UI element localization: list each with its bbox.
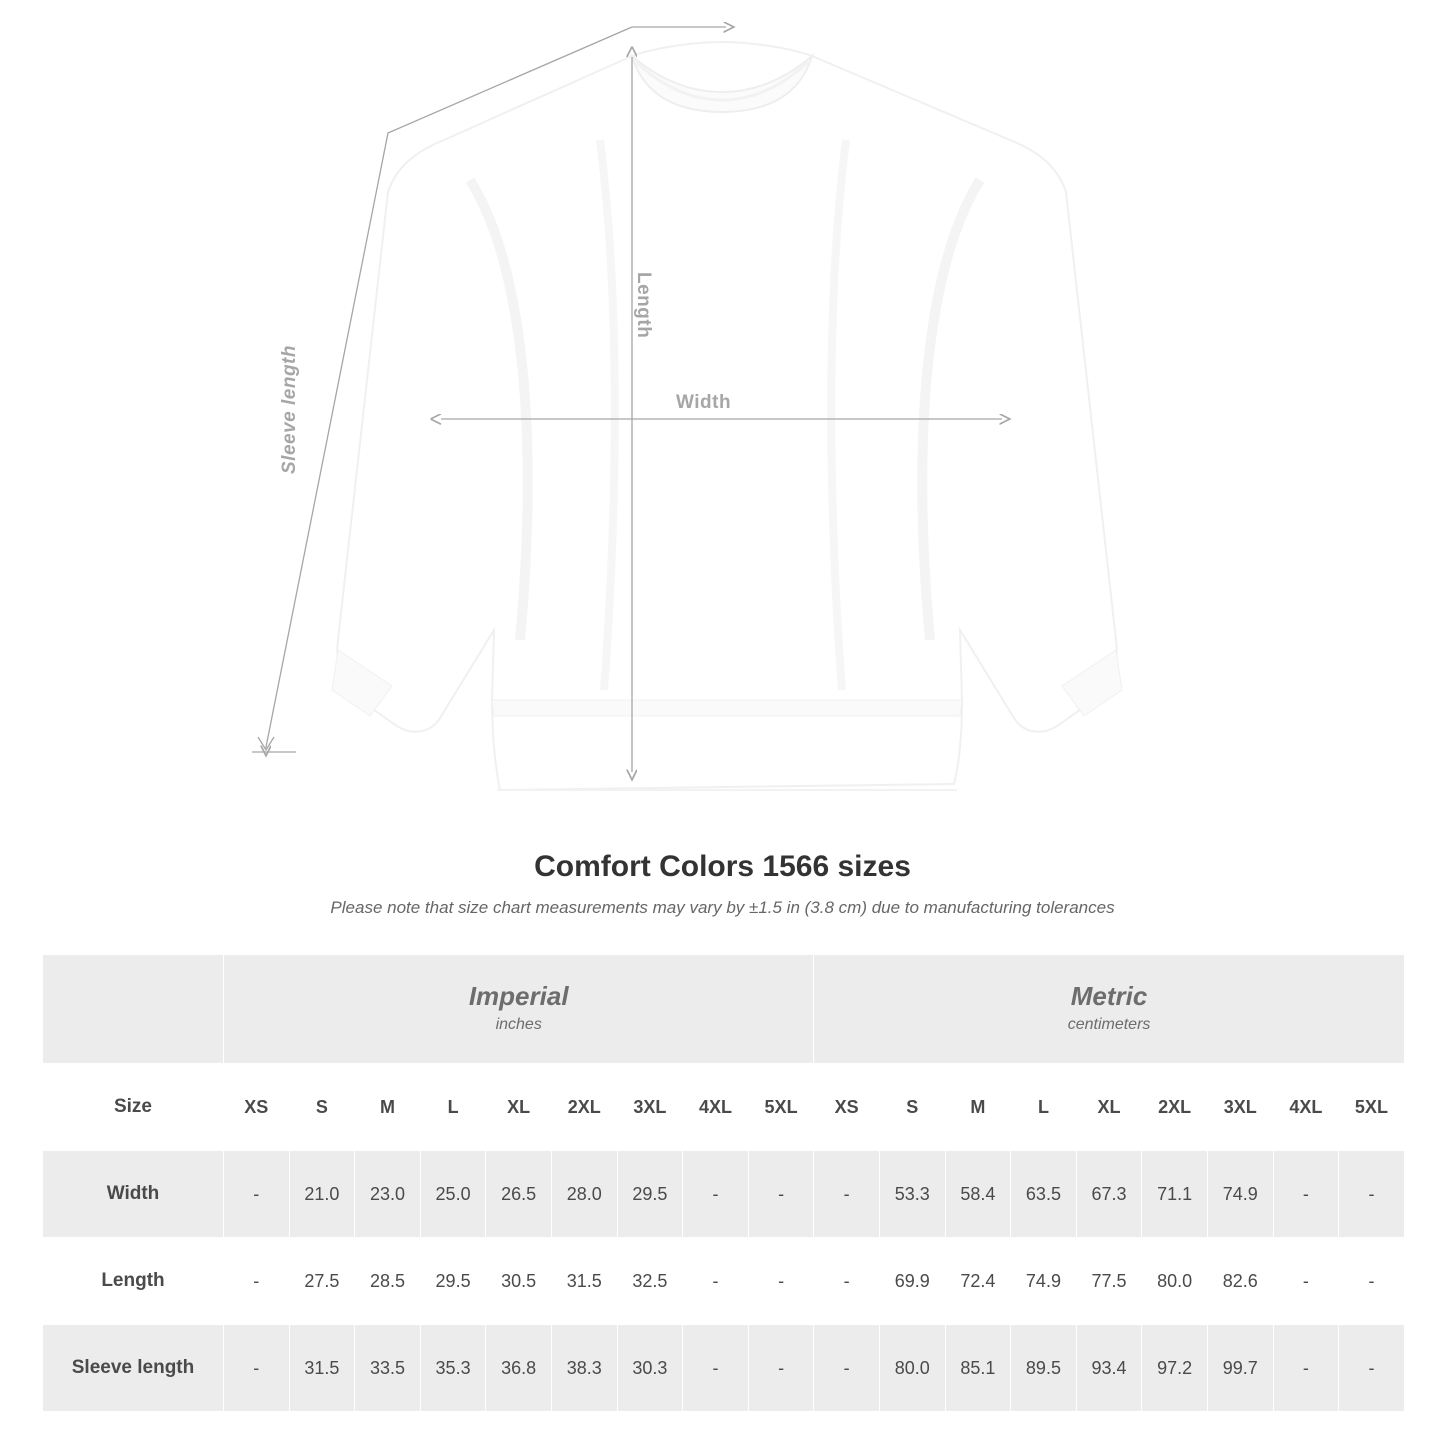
- cell: 67.3: [1076, 1151, 1142, 1238]
- unit-group-imperial-name: Imperial: [468, 980, 569, 1011]
- size-label-cell: Size: [43, 1064, 224, 1151]
- cell: 69.9: [879, 1238, 945, 1325]
- cell: -: [814, 1151, 880, 1238]
- size-column-header: 2XL: [551, 1064, 617, 1151]
- cell: 63.5: [1011, 1151, 1077, 1238]
- cell: -: [683, 1238, 749, 1325]
- unit-header-row: [43, 955, 1405, 1064]
- cell: 35.3: [420, 1325, 486, 1412]
- title-block: [0, 850, 1445, 918]
- cell: 28.0: [551, 1151, 617, 1238]
- size-column-header: 4XL: [683, 1064, 749, 1151]
- cell: 28.5: [355, 1238, 421, 1325]
- cell: -: [748, 1151, 814, 1238]
- cell: -: [224, 1325, 290, 1412]
- cell: -: [1339, 1238, 1405, 1325]
- size-column-header: M: [945, 1064, 1011, 1151]
- size-column-header: XL: [1076, 1064, 1142, 1151]
- size-header-row: [43, 1064, 1405, 1151]
- size-column-header: M: [355, 1064, 421, 1151]
- sweatshirt-shape: [332, 42, 1122, 790]
- size-column-header: 5XL: [748, 1064, 814, 1151]
- cell: 21.0: [289, 1151, 355, 1238]
- cell: 31.5: [289, 1325, 355, 1412]
- cell: 25.0: [420, 1151, 486, 1238]
- cell: 38.3: [551, 1325, 617, 1412]
- size-column-header: XS: [224, 1064, 290, 1151]
- unit-header-spacer: [43, 955, 224, 1064]
- cell: -: [683, 1325, 749, 1412]
- table-row: [43, 1238, 1405, 1325]
- cell: -: [748, 1325, 814, 1412]
- size-column-header: 4XL: [1273, 1064, 1339, 1151]
- size-column-header: L: [1011, 1064, 1077, 1151]
- cell: 89.5: [1011, 1325, 1077, 1412]
- cell: -: [1273, 1151, 1339, 1238]
- row-label: Length: [43, 1238, 224, 1325]
- cell: 85.1: [945, 1325, 1011, 1412]
- cell: 26.5: [486, 1151, 552, 1238]
- row-label: Width: [43, 1151, 224, 1238]
- table-row: [43, 1325, 1405, 1412]
- cell: 82.6: [1207, 1238, 1273, 1325]
- cell: 74.9: [1207, 1151, 1273, 1238]
- cell: -: [1273, 1238, 1339, 1325]
- cell: 23.0: [355, 1151, 421, 1238]
- size-column-header: 5XL: [1339, 1064, 1405, 1151]
- cell: 31.5: [551, 1238, 617, 1325]
- cell: 36.8: [486, 1325, 552, 1412]
- cell: -: [1273, 1325, 1339, 1412]
- cell: 53.3: [879, 1151, 945, 1238]
- unit-group-metric-sub: centimeters: [1067, 1016, 1151, 1034]
- length-dimension-label: Length: [633, 272, 654, 339]
- cell: -: [814, 1238, 880, 1325]
- cell: 97.2: [1142, 1325, 1208, 1412]
- cell: 74.9: [1011, 1238, 1077, 1325]
- cell: 58.4: [945, 1151, 1011, 1238]
- cell: -: [1339, 1151, 1405, 1238]
- unit-group-metric: [814, 955, 1404, 1064]
- cell: -: [683, 1151, 749, 1238]
- size-column-header: 2XL: [1142, 1064, 1208, 1151]
- size-table-wrapper: [42, 954, 1403, 1412]
- cell: 72.4: [945, 1238, 1011, 1325]
- size-column-header: 3XL: [1207, 1064, 1273, 1151]
- cell: -: [748, 1238, 814, 1325]
- size-chart-table: [42, 954, 1405, 1412]
- unit-group-metric-name: Metric: [1070, 980, 1148, 1011]
- width-dimension-label: Width: [676, 392, 732, 413]
- row-label: Sleeve length: [43, 1325, 224, 1412]
- cell: 32.5: [617, 1238, 683, 1325]
- unit-group-imperial-sub: inches: [495, 1016, 542, 1034]
- cell: -: [224, 1151, 290, 1238]
- size-column-header: XS: [814, 1064, 880, 1151]
- cell: -: [1339, 1325, 1405, 1412]
- cell: 30.3: [617, 1325, 683, 1412]
- cell: 30.5: [486, 1238, 552, 1325]
- size-column-header: XL: [486, 1064, 552, 1151]
- cell: 71.1: [1142, 1151, 1208, 1238]
- cell: 99.7: [1207, 1325, 1273, 1412]
- page-title: Comfort Colors 1566 sizes: [534, 850, 911, 883]
- size-column-header: 3XL: [617, 1064, 683, 1151]
- cell: 29.5: [420, 1238, 486, 1325]
- cell: 33.5: [355, 1325, 421, 1412]
- sleeve-length-dimension-label: Sleeve length: [279, 345, 300, 474]
- cell: 80.0: [879, 1325, 945, 1412]
- table-row: [43, 1151, 1405, 1238]
- cell: 80.0: [1142, 1238, 1208, 1325]
- cell: 27.5: [289, 1238, 355, 1325]
- cell: 93.4: [1076, 1325, 1142, 1412]
- size-column-header: S: [289, 1064, 355, 1151]
- cell: 77.5: [1076, 1238, 1142, 1325]
- cell: -: [224, 1238, 290, 1325]
- cell: -: [814, 1325, 880, 1412]
- tolerance-note: Please note that size chart measurements may vary by ±1.5 in (3.8 cm) due to manufacturing tolerances: [330, 898, 1115, 917]
- unit-group-imperial: [224, 955, 814, 1064]
- size-column-header: L: [420, 1064, 486, 1151]
- cell: 29.5: [617, 1151, 683, 1238]
- size-column-header: S: [879, 1064, 945, 1151]
